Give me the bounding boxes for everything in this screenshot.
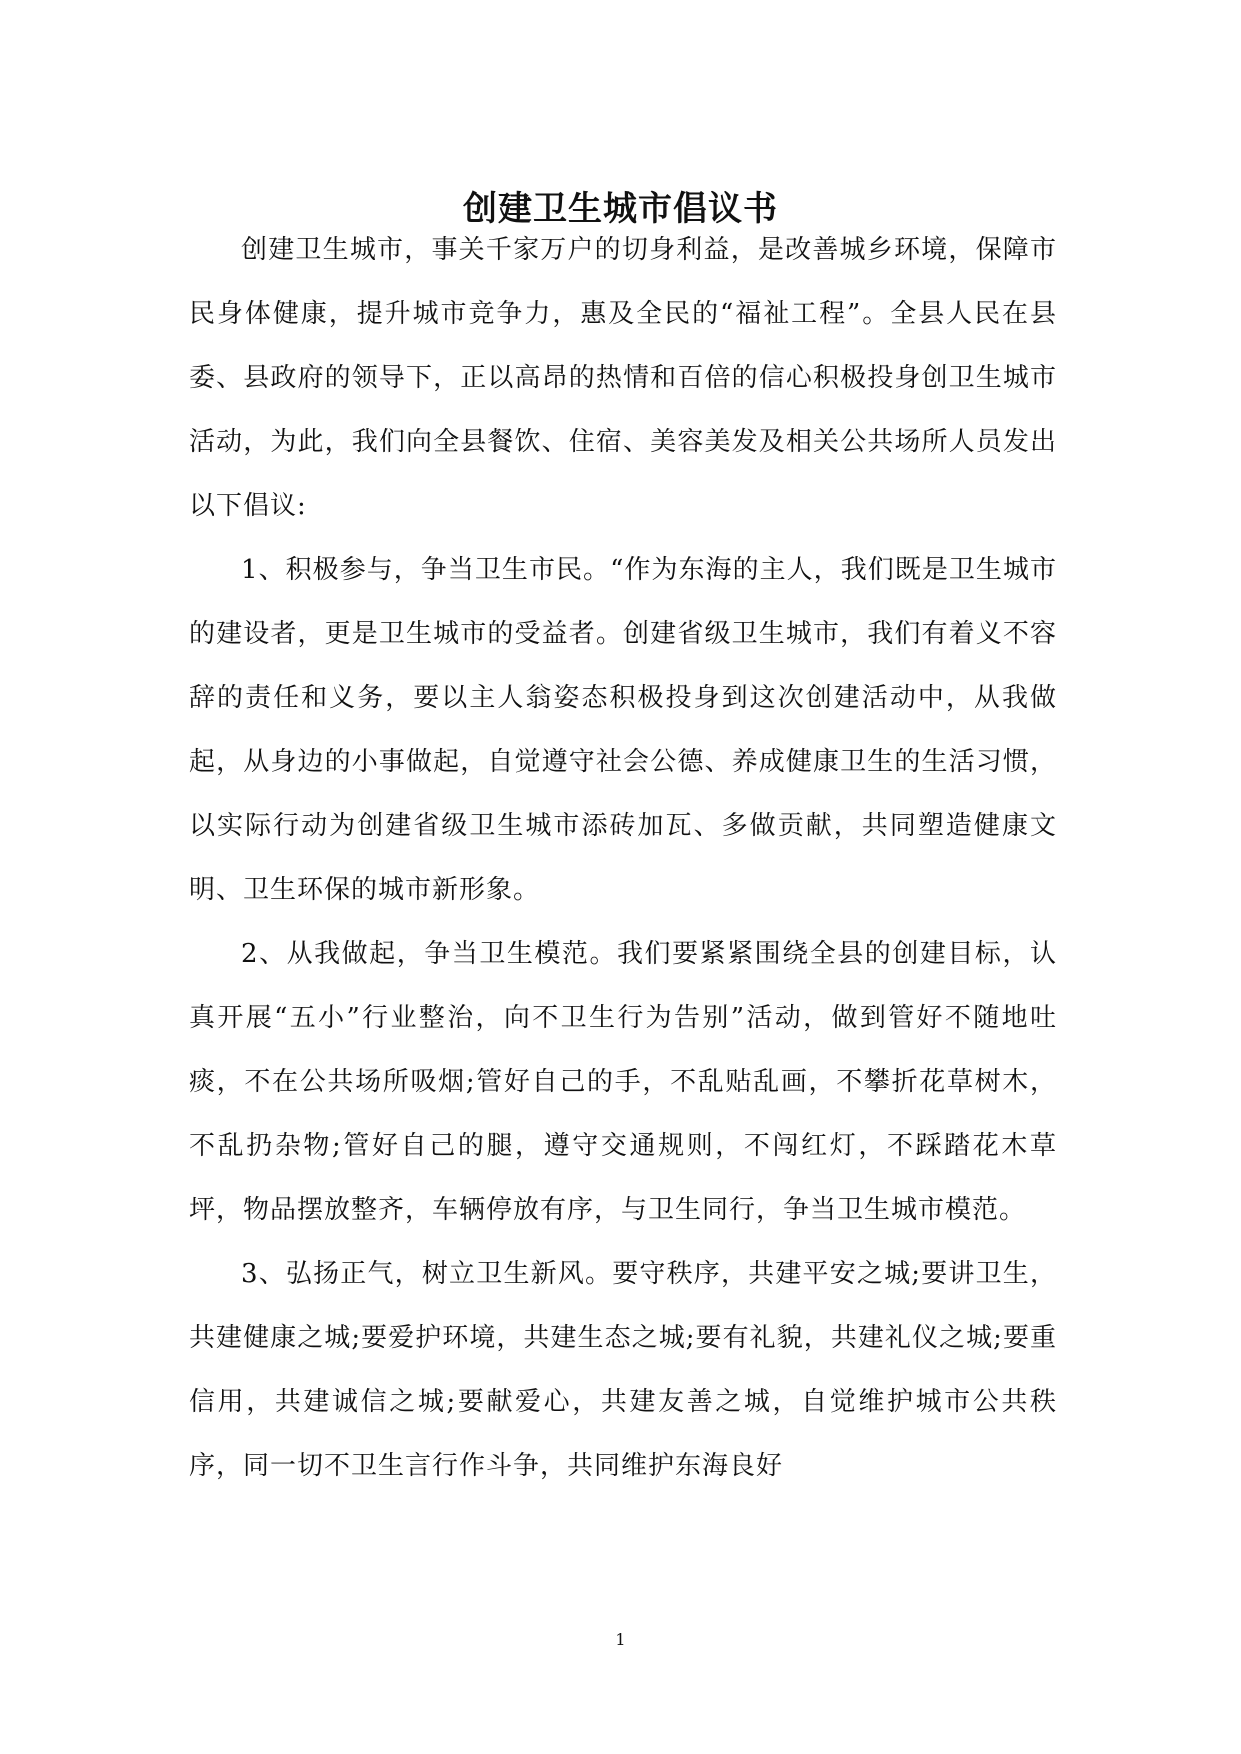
paragraph-item-1: 1、积极参与，争当卫生市民。“作为东海的主人，我们既是卫生城市的建设者，更是卫生城市的受益者。创建省级卫生城市，我们有着义不容辞的责任和义务，要以主人翁姿态积极投身到这次创建活动中，从我做起，从身边的小事做起，自觉遵守社会公德、养成健康卫生的生活习惯，以实际行动为创建省级卫生城市添砖加瓦、多做贡献，共同塑造健康文明、卫生环保的城市新形象。	[189, 555, 1057, 905]
paragraph-intro: 创建卫生城市，事关千家万户的切身利益，是改善城乡环境，保障市民身体健康，提升城市竞争力，惠及全民的“福祉工程”。全县人民在县委、县政府的领导下，正以高昂的热情和百倍的信心积极投身创卫生城市活动，为此，我们向全县餐饮、住宿、美容美发及相关公共场所人员发出以下倡议:	[189, 235, 1057, 521]
page-number: 1	[615, 1630, 626, 1649]
paragraph-item-2: 2、从我做起，争当卫生模范。我们要紧紧围绕全县的创建目标，认真开展“五小”行业整治，向不卫生行为告别”活动，做到管好不随地吐痰，不在公共场所吸烟;管好自己的手，不乱贴乱画，不攀折花草树木，不乱扔杂物;管好自己的腿，遵守交通规则，不闯红灯，不踩踏花木草坪，物品摆放整齐，车辆停放有序，与卫生同行，争当卫生城市模范。	[189, 939, 1057, 1225]
document-title: 创建卫生城市倡议书	[463, 188, 778, 229]
paragraph-item-3: 3、弘扬正气，树立卫生新风。要守秩序，共建平安之城;要讲卫生，共建健康之城;要爱护环境，共建生态之城;要有礼貌，共建礼仪之城;要重信用，共建诚信之城;要献爱心，共建友善之城，自觉维护城市公共秩序，同一切不卫生言行作斗争，共同维护东海良好	[189, 1259, 1057, 1481]
document-body	[189, 218, 1057, 1498]
